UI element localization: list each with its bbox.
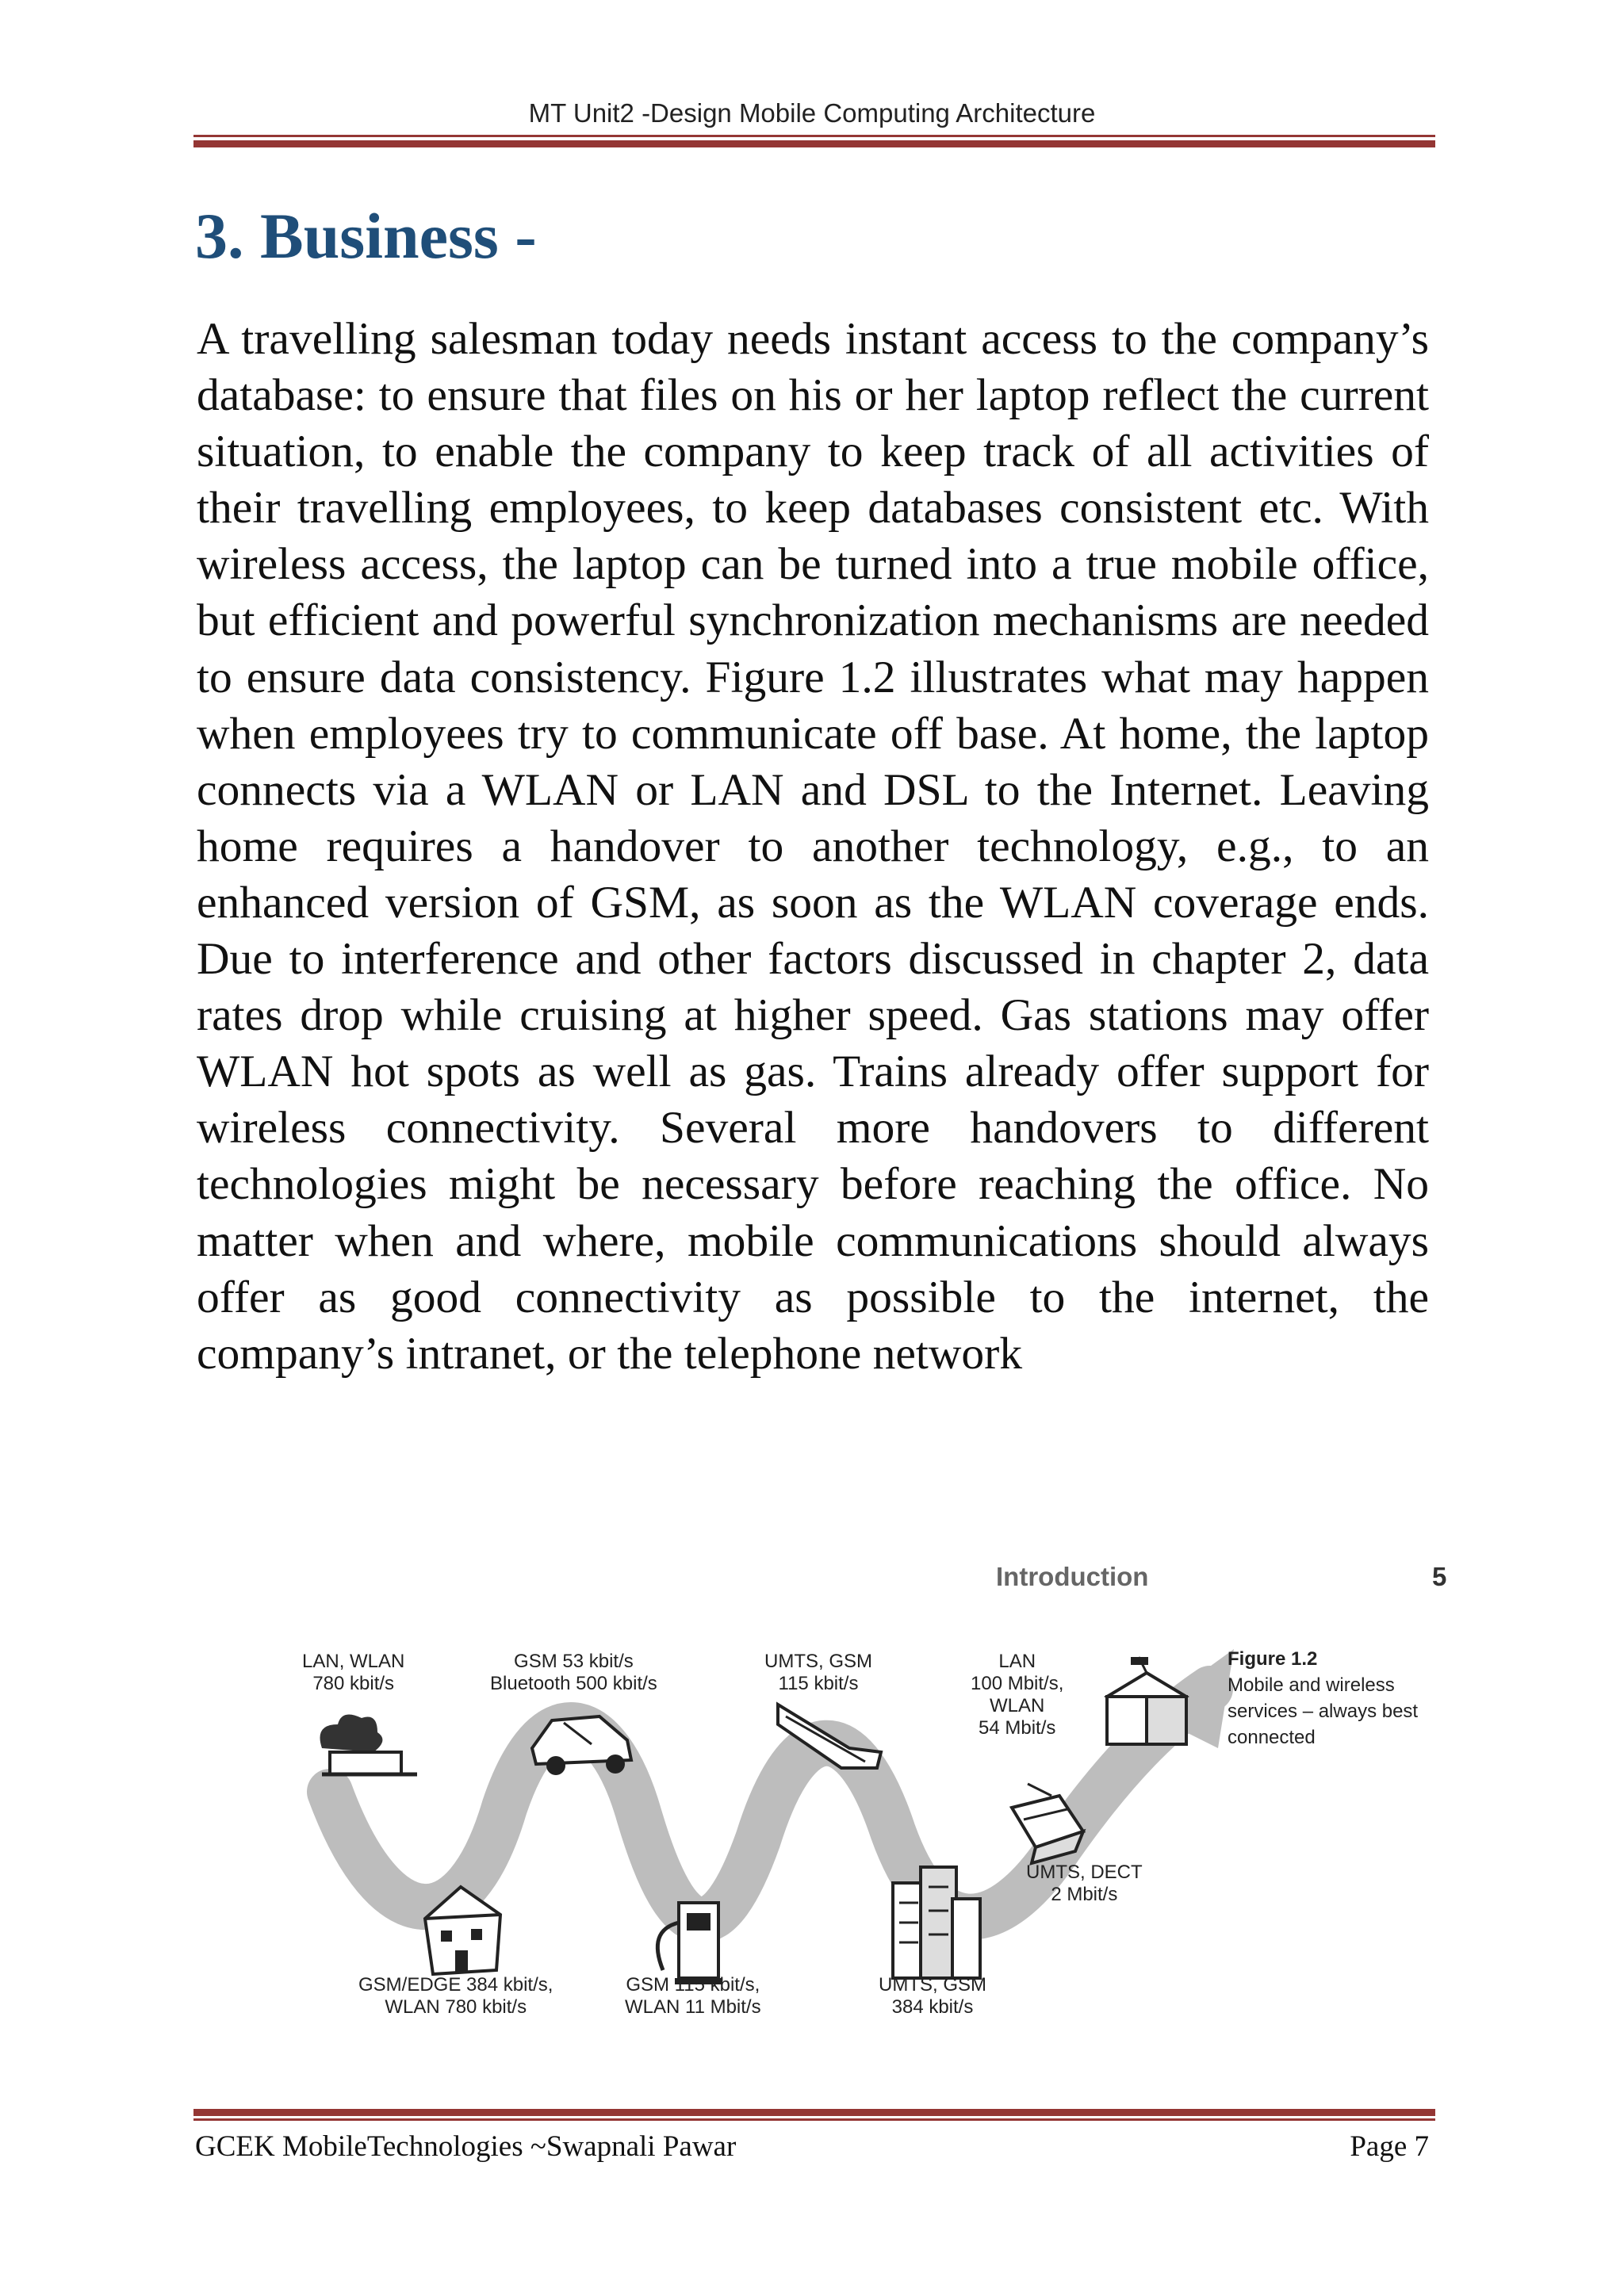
header-rule-thick (193, 140, 1435, 147)
label-umts-dect: UMTS, DECT 2 Mbit/s (1026, 1862, 1143, 1905)
label-gsm-edge: GSM/EDGE 384 kbit/s, WLAN 780 kbit/s (358, 1974, 553, 2018)
figure-caption-title: Figure 1.2 (1228, 1648, 1318, 1670)
city-buildings-icon (893, 1867, 980, 1978)
figure-caption-line: Mobile and wireless (1228, 1674, 1395, 1696)
label-umts-gsm-bottom: UMTS, GSM 384 kbit/s (879, 1974, 986, 2018)
figure-page-number: 5 (1432, 1562, 1447, 1591)
office-building-icon (1107, 1657, 1186, 1744)
figure-illustration (211, 1530, 1480, 2125)
label-lan-office: LAN 100 Mbit/s, WLAN 54 Mbit/s (971, 1651, 1064, 1739)
page-header: MT Unit2 -Design Mobile Computing Architecture (528, 98, 1096, 128)
footer-rule-thick (193, 2109, 1435, 2116)
footer-page-number: Page 7 (1350, 2130, 1429, 2163)
label-gsm-bluetooth: GSM 53 kbit/s Bluetooth 500 kbit/s (490, 1651, 657, 1694)
footer-rule-thin (193, 2118, 1435, 2121)
figure-caption-line: services – always best (1228, 1701, 1419, 1722)
section-title: 3. Business - (195, 200, 537, 272)
figure-caption (1228, 1646, 1481, 1751)
figure-caption-line: connected (1228, 1727, 1316, 1748)
label-lan-wlan: LAN, WLAN 780 kbit/s (302, 1651, 405, 1694)
header-rule-thin (193, 135, 1435, 137)
label-umts-gsm-top: UMTS, GSM 115 kbit/s (764, 1651, 872, 1694)
label-gsm-wlan: GSM 115 kbit/s, WLAN 11 Mbit/s (625, 1974, 761, 2018)
figure-header: Introduction (996, 1562, 1149, 1591)
figure-1-2 (211, 1530, 1480, 2125)
footer-author: GCEK MobileTechnologies ~Swapnali Pawar (195, 2130, 737, 2163)
section-paragraph: A travelling salesman today needs instant access to the company’s database: to ensure that files on his or her laptop reflect the current situation, to enable the company to keep track of all activities of their travelling employees, to keep databases consistent etc. With wireless access, the laptop can be turned into a true mobile office, but efficient and powerful synchronization mechanisms are needed to ensure data consistency. Figure 1.2 illustrates what may happen when employees try to communicate off base. At home, the laptop connects via a WLAN or LAN and DSL to the Internet. Leaving home requires a handover to another technology, e.g., to an enhanced version of GSM, as soon as the WLAN coverage ends. Due to interference and other factors discussed in chapter 2, data rates drop while cruising at higher speed. Gas stations may offer WLAN hot spots as well as gas. Trains already offer support for wireless connectivity. Several more handovers to different technologies might be necessary before reaching the office. No matter when and where, mobile communications should always offer as good connectivity as possible to the internet, the company’s intranet, or the telephone network (197, 314, 1429, 1379)
home-office-icon (320, 1715, 418, 1775)
